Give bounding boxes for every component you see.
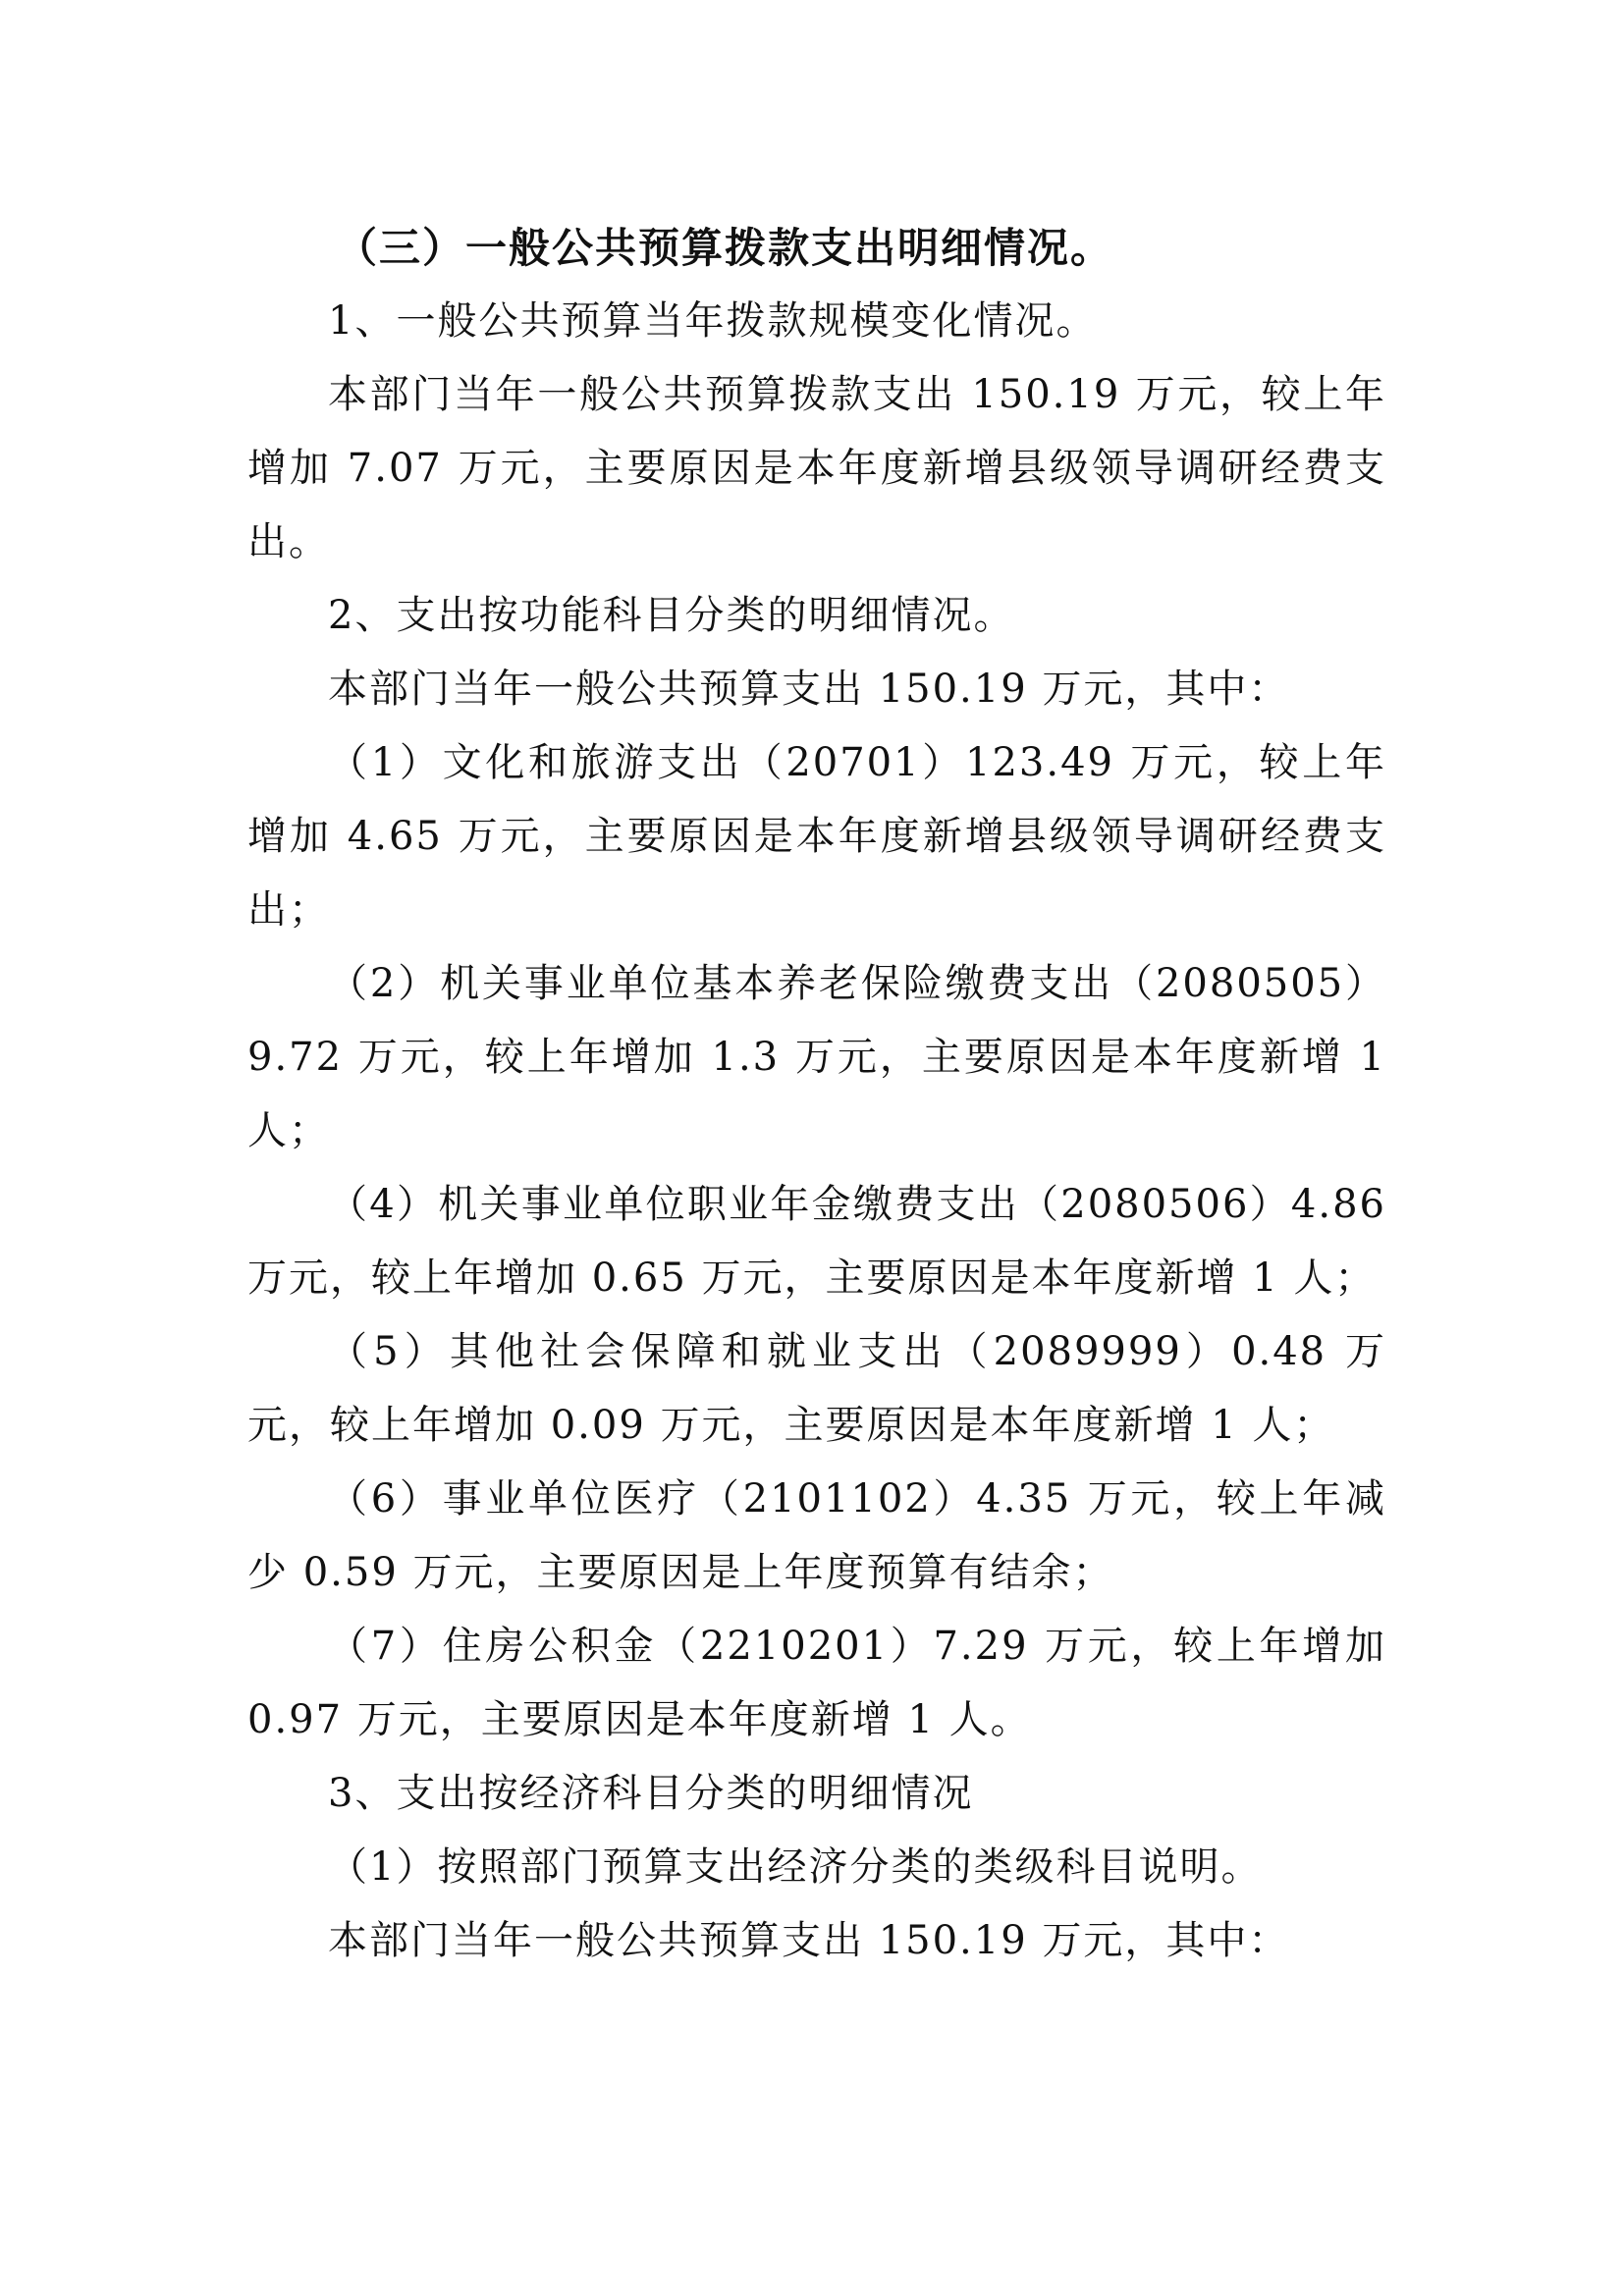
paragraph-economic-heading: 3、支出按经济科目分类的明细情况 — [328, 1771, 974, 1816]
paragraph-budget-scale-text: 本部门当年一般公共预算拨款支出 150.19 万元，较上年增加 7.07 万元，主要原因是本年度新增县级领导调研经费支出。 — [247, 372, 1386, 564]
paragraph-economic-intro: 本部门当年一般公共预算支出 150.19 万元，其中： — [328, 1918, 1290, 1963]
paragraph-item-other-social-security: （5）其他社会保障和就业支出（2089999）0.48 万元，较上年增加 0.09 万元，主要原因是本年度新增 1 人； — [247, 1329, 1386, 1448]
paragraph-item-medical: （6）事业单位医疗（2101102）4.35 万元，较上年减少 0.59 万元，主要原因是上年度预算有结余； — [247, 1476, 1386, 1595]
document-page — [247, 211, 1386, 1978]
paragraph-item-housing-fund: （7）住房公积金（2210201）7.29 万元，较上年增加 0.97 万元，主要原因是本年度新增 1 人。 — [247, 1624, 1386, 1742]
paragraph-item-occupational-annuity: （4）机关事业单位职业年金缴费支出（2080506）4.86 万元，较上年增加 0.65 万元，主要原因是本年度新增 1 人； — [247, 1182, 1386, 1301]
paragraph-functional-intro: 本部门当年一般公共预算支出 150.19 万元，其中： — [328, 667, 1290, 712]
paragraph-budget-scale-heading: 1、一般公共预算当年拨款规模变化情况。 — [328, 298, 1098, 344]
paragraph-economic-class-note: （1）按照部门预算支出经济分类的类级科目说明。 — [328, 1844, 1263, 1890]
paragraph-item-culture-tourism: （1）文化和旅游支出（20701）123.49 万元，较上年增加 4.65 万元，主要原因是本年度新增县级领导调研经费支出； — [247, 740, 1386, 933]
section-title: （三）一般公共预算拨款支出明细情况。 — [336, 224, 1114, 272]
paragraph-item-pension-insurance: （2）机关事业单位基本养老保险缴费支出（2080505）9.72 万元，较上年增加 1.3 万元，主要原因是本年度新增 1 人； — [247, 961, 1386, 1153]
paragraph-functional-heading: 2、支出按功能科目分类的明细情况。 — [328, 593, 1015, 638]
